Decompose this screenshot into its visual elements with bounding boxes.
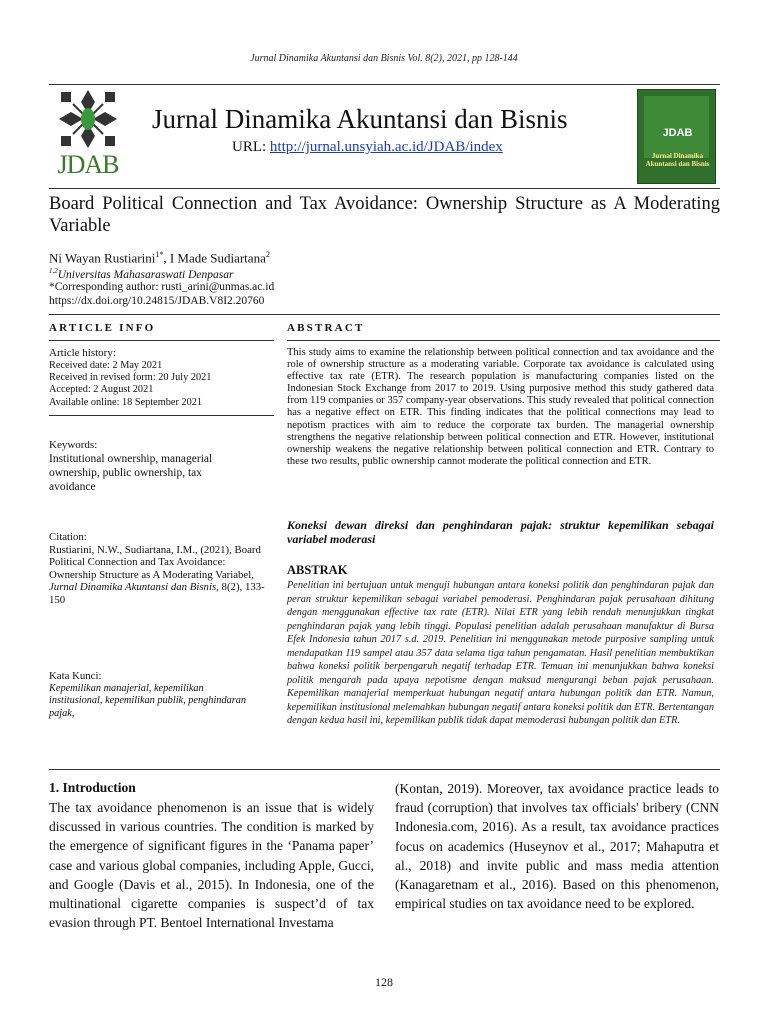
cover-title: Jurnal Dinamika Akuntansi dan Bisnis — [645, 152, 710, 168]
divider — [49, 769, 720, 770]
journal-url-link[interactable]: http://jurnal.unsyiah.ac.id/JDAB/index — [269, 139, 503, 155]
author-1-sup: 1* — [155, 250, 164, 259]
abstract-heading: ABSTRACT — [287, 322, 365, 334]
article-info-heading: ARTICLE INFO — [49, 322, 156, 334]
history-online: Available online: 18 September 2021 — [49, 396, 203, 408]
article-history — [49, 346, 274, 409]
keywords-block — [49, 438, 239, 494]
abstract-text: This study aims to examine the relationship between political connection and tax avoidance and the role of ownership structure as a moderating variable. Corporate tax avoidance is calculated using effective tax rate (ETR). The research population is manufacturing companies listed on the Indonesian Stock Exchange from 2017 to 2019. Using purposive method this study gathered data from 119 companies or 357 company-year observations. This study revealed that political connection has a negative effect on ETR. This finding indicates that the political connections may lead to nepotism practices with aim to reduce the corporate tax burden. The managerial ownership strengthens the negative relationship between political connection and ETR. However, institutional ownership weakens the negative relationship between political connection and ETR. Contrary to these two results, public ownership cannot moderate the political connection and ETR. — [287, 347, 714, 467]
introduction-heading: 1. Introduction — [49, 780, 136, 795]
journal-cover-thumbnail — [637, 89, 716, 184]
url-label: URL: — [232, 139, 270, 155]
intro-column-1: The tax avoidance phenomenon is an issue that is widely discussed in various countries. The condition is marked by the emergence of significant figures in the ‘Panama paper’ case and various global companies, including Apple, Gucci, and Google (Davis et al., 2015). In Indonesia, one of the multinational cigarette companies is suspect’d of tax evasion through PT. Bentoel International Investama — [49, 800, 374, 931]
kata-kunci-block — [49, 670, 249, 720]
logo-text: JDAB — [57, 150, 119, 179]
jdab-logo — [53, 88, 123, 180]
author-line — [49, 250, 270, 266]
citation-label: Citation: — [49, 531, 87, 543]
journal-url-line — [232, 139, 503, 156]
author-1: Ni Wayan Rustiarini — [49, 250, 156, 266]
kata-kunci-label: Kata Kunci: — [49, 670, 102, 682]
divider — [287, 340, 720, 341]
abstrak-heading: ABSTRAK — [287, 563, 348, 577]
author-2-sup: 2 — [265, 250, 270, 259]
indonesian-title: Koneksi dewan direksi dan penghindaran pajak: struktur kepemilikan sebagai variabel moderasi — [287, 518, 714, 546]
abstrak-text: Penelitian ini bertujuan untuk menguji hubungan antara koneksi politik dan penghindaran pajak dan peran struktur kepemilikan sebagai variabel pemoderasi. Penghindaran pajak perusahaan dihitung dengan menggunakan effective tax rate (ETR). Nilai ETR yang lebih rendah menunjukkan tingkat penghindaran pajak yang lebih tinggi. Populasi penelitian adalah perusahaan manufaktur di Bursa Efek Indonesia tahun 2017 s.d. 2019. Penelitian ini menggunakan metode purposive sampling untuk mendapatkan 119 sampel atau 357 data selama tiga tahun pengamatan. Hasil penelitian membuktikan bahwa koneksi politik berpengaruh negatif terhadap ETR. Temuan ini menunjukkan bahwa koneksi politik mengarah pada upaya nepotisme dengan maksud mengurangi beban pajak perusahaan. Kepemilikan manajerial memperkuat hubungan negatif antara hubungan politik dan ETR. Namun, kepemilikan institusional melemahkan hubungan negatif antara koneksi politik dan ETR. Bertentangan dengan kedua hasil ini, kepemilikan publik tidak dapat memoderasi hubungan politik dan ETR. — [287, 580, 714, 726]
corresponding-author: *Corresponding author: rusti_arini@unmas.ac.id — [49, 281, 275, 293]
author-2: , I Made Sudiartana — [163, 250, 266, 266]
doi-link[interactable]: https://dx.doi.org/10.24815/JDAB.V8I2.20760 — [49, 295, 265, 307]
citation-text: Rustiarini, N.W., Sudiartana, I.M., (2021), Board Political Connection and Tax Avoidance: Ownership Structure as A Moderating Variabel, Jurnal Dinamika Akuntansi dan Bisnis, 8(2), 133-150 — [49, 543, 265, 606]
keywords-text: Institutional ownership, managerial ownership, public ownership, tax avoidance — [49, 453, 213, 493]
history-label: Article history: — [49, 347, 116, 359]
divider — [49, 340, 274, 341]
history-accepted: Accepted: 2 August 2021 — [49, 384, 154, 396]
history-revised: Received in revised form: 20 July 2021 — [49, 372, 212, 384]
journal-banner — [49, 84, 720, 189]
ornament-icon — [57, 88, 119, 150]
affiliation: $^{1,2}$Universitas Mahasaraswati Denpasar — [49, 267, 234, 281]
page-number: 128 — [375, 975, 393, 989]
journal-title: Jurnal Dinamika Akuntansi dan Bisnis — [152, 104, 568, 134]
citation-journal: Jurnal Dinamika Akuntansi dan Bisnis — [49, 581, 217, 593]
keywords-label: Keywords: — [49, 439, 98, 451]
history-received: Received date: 2 May 2021 — [49, 360, 163, 371]
citation-block — [49, 531, 275, 606]
article-title: Board Political Connection and Tax Avoidance: Ownership Structure as A Moderating Variable — [49, 194, 720, 236]
divider — [49, 415, 274, 416]
running-header: Jurnal Dinamika Akuntansi dan Bisnis Vol. 8(2), 2021, pp 128-144 — [250, 53, 518, 64]
kata-kunci-text: Kepemilikan manajerial, kepemilikan institusional, kepemilikan publik, penghindaran pajak, — [49, 682, 247, 719]
divider — [49, 314, 720, 315]
intro-column-2: (Kontan, 2019). Moreover, tax avoidance practice leads to fraud (corruption) that involves tax officials' bribery (CNN Indonesia.com, 2016). As a result, tax avoidance practices focus on academics (Huseynov et al., 2017; Mahaputra et al., 2018) and invite public and mass media attention (Kanagaretnam et al., 2016). Based on this phenomenon, empirical studies on tax avoidance need to be explored. — [395, 781, 719, 912]
cover-logo: JDAB — [662, 127, 693, 139]
